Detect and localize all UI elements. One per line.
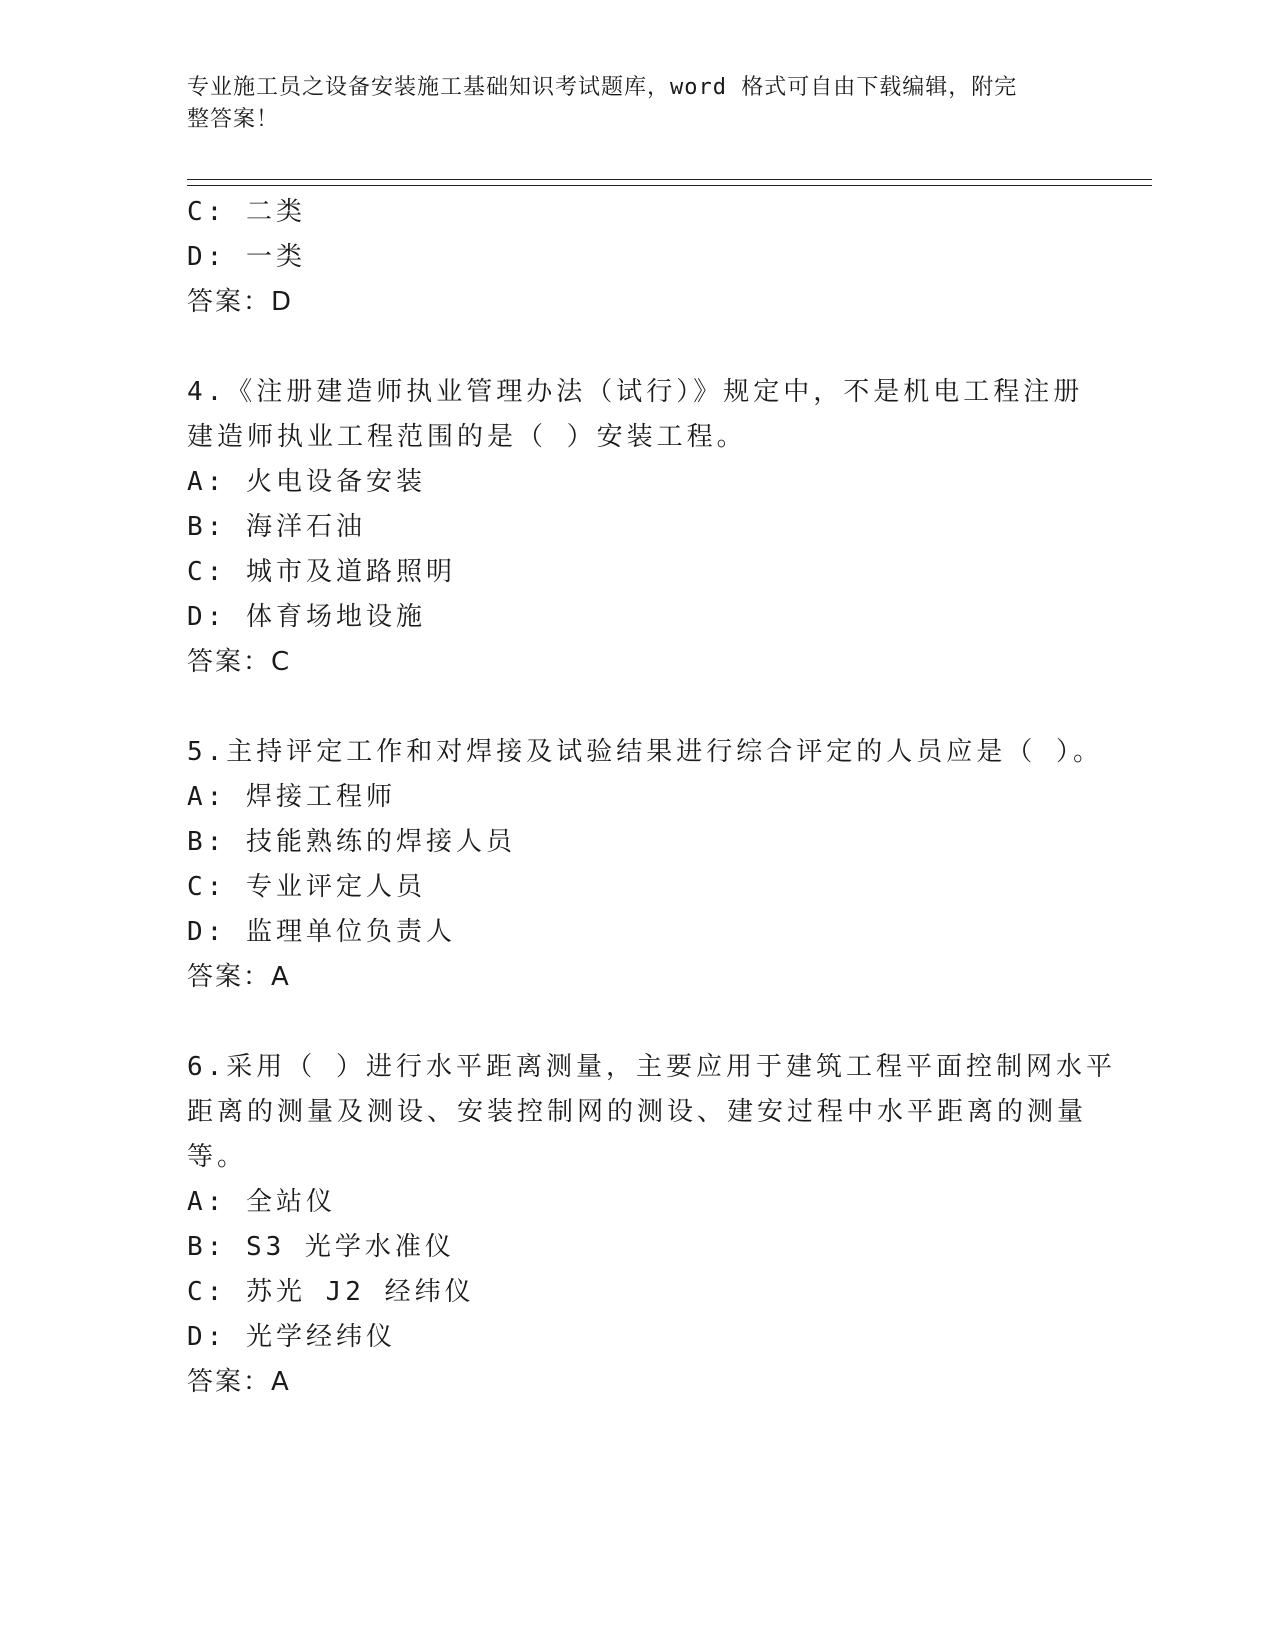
question-text-line-1: 4.《注册建造师执业管理办法（试行）》规定中，不是机电工程注册: [187, 377, 1084, 407]
answer-line: 答案：A: [187, 962, 291, 992]
header-line-2: 整答案！: [187, 107, 280, 132]
option-c: C: 苏光 J2 经纬仪: [187, 1277, 475, 1307]
spacer: [187, 1000, 1087, 1045]
question-5: [187, 730, 1103, 1000]
answer-line: 答案：A: [187, 1367, 291, 1397]
option-a: A: 焊接工程师: [187, 782, 396, 812]
question-list: [187, 190, 1116, 1405]
option-d: D: 体育场地设施: [187, 602, 426, 632]
question-4: [187, 370, 1087, 685]
header-line-1: 专业施工员之设备安装施工基础知识考试题库，word 格式可自由下载编辑，附完: [187, 75, 1018, 100]
option-d: D: 监理单位负责人: [187, 917, 456, 947]
question-text-line-1: 5.主持评定工作和对焊接及试验结果进行综合评定的人员应是（ ）。: [187, 737, 1103, 767]
option-b: B: 海洋石油: [187, 512, 366, 542]
option-c: C: 二类: [187, 197, 306, 227]
header-divider-bottom: [187, 185, 1152, 186]
question-text-line-2: 距离的测量及测设、安装控制网的测设、建安过程中水平距离的测量: [187, 1097, 1088, 1127]
spacer: [187, 685, 1087, 730]
question-3-tail: [187, 190, 1087, 325]
option-c: C: 专业评定人员: [187, 872, 426, 902]
option-d: D: 光学经纬仪: [187, 1322, 396, 1352]
option-d: D: 一类: [187, 242, 306, 272]
option-c: C: 城市及道路照明: [187, 557, 456, 587]
answer-line: 答案：C: [187, 647, 292, 677]
header-divider-top: [187, 179, 1152, 180]
question-6: [187, 1045, 1116, 1405]
question-text-line-3: 等。: [187, 1142, 248, 1172]
option-a: A: 全站仪: [187, 1187, 336, 1217]
option-a: A: 火电设备安装: [187, 467, 426, 497]
option-b: B: S3 光学水准仪: [187, 1232, 455, 1262]
document-header: [187, 72, 1087, 136]
spacer: [187, 325, 1087, 370]
question-text-line-1: 6.采用（ ）进行水平距离测量，主要应用于建筑工程平面控制网水平: [187, 1052, 1116, 1082]
option-b: B: 技能熟练的焊接人员: [187, 827, 516, 857]
question-text-line-2: 建造师执业工程范围的是（ ）安装工程。: [187, 422, 747, 452]
answer-line: 答案：D: [187, 287, 294, 317]
